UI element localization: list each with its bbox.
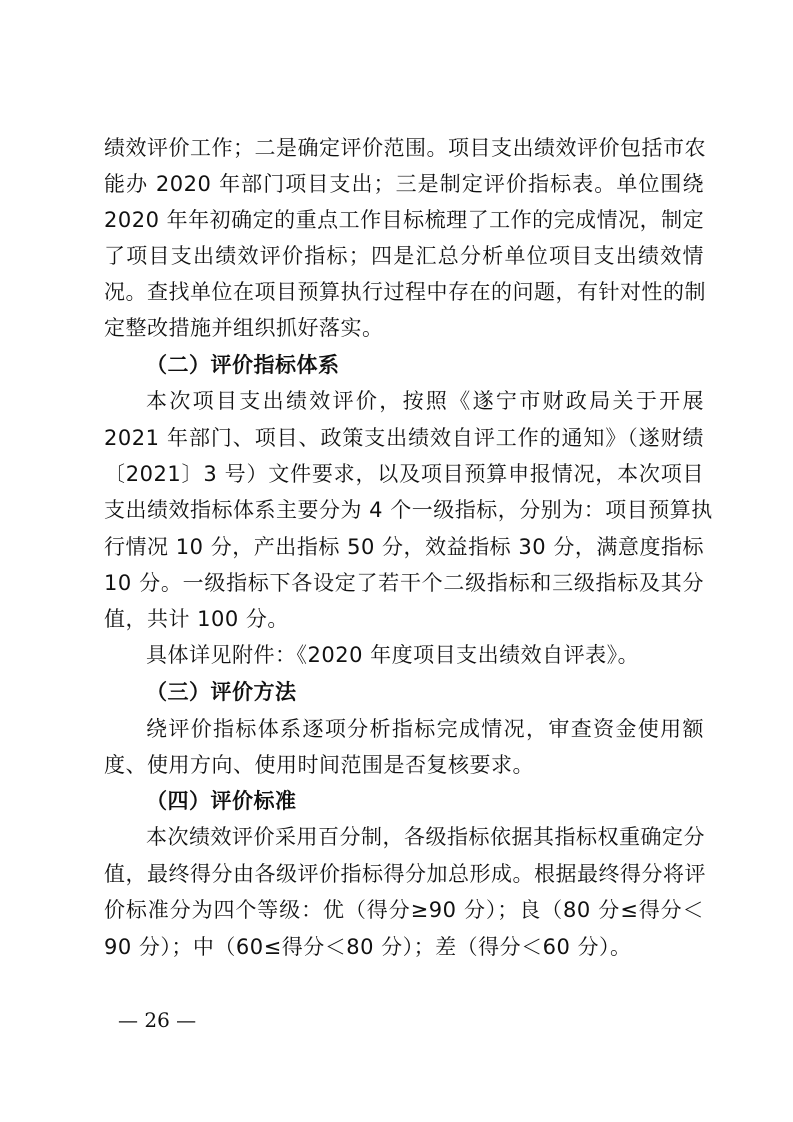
- body-line: 支出绩效指标体系主要分为 4 个一级指标，分别为：项目预算执: [104, 498, 713, 522]
- page-number: — 26 —: [118, 1008, 197, 1032]
- body-line: 况。查找单位在项目预算执行过程中存在的问题，有针对性的制: [104, 280, 706, 304]
- body-line: 价标准分为四个等级：优（得分≥90 分）；良（80 分≤得分＜: [104, 898, 704, 922]
- section-heading: （三）评价方法: [146, 680, 297, 704]
- body-line: 本次绩效评价采用百分制，各级指标依据其指标权重确定分: [146, 825, 705, 849]
- body-line: 绕评价指标体系逐项分析指标完成情况，审查资金使用额: [146, 717, 704, 741]
- body-line: 本次项目支出绩效评价，按照《遂宁市财政局关于开展: [146, 389, 704, 413]
- body-line: 定整改措施并组织抓好落实。: [104, 316, 384, 340]
- body-line: 度、使用方向、使用时间范围是否复核要求。: [104, 753, 534, 777]
- body-line: 2020 年年初确定的重点工作目标梳理了工作的完成情况，制定: [104, 208, 705, 232]
- body-line: 绩效评价工作；二是确定评价范围。项目支出绩效评价包括市农: [104, 136, 706, 160]
- body-line: 〔2021〕3 号）文件要求，以及项目预算申报情况，本次项目: [104, 462, 704, 486]
- body-line: 具体详见附件：《2020 年度项目支出绩效自评表》。: [146, 643, 640, 667]
- body-line: 值，最终得分由各级评价指标得分加总形成。根据最终得分将评: [104, 862, 706, 886]
- body-line: 了项目支出绩效评价指标；四是汇总分析单位项目支出绩效情: [104, 244, 704, 268]
- section-heading: （四）评价标准: [146, 789, 297, 813]
- body-line: 行情况 10 分，产出指标 50 分，效益指标 30 分，满意度指标: [104, 535, 704, 559]
- body-line: 90 分）；中（60≤得分＜80 分）；差（得分＜60 分）。: [104, 935, 632, 959]
- body-line: 2021 年部门、项目、政策支出绩效自评工作的通知》（遂财绩: [104, 426, 704, 450]
- section-heading: （二）评价指标体系: [146, 353, 340, 377]
- body-line: 能办 2020 年部门项目支出；三是制定评价指标表。单位围绕: [104, 172, 704, 196]
- body-line: 10 分。一级指标下各设定了若干个二级指标和三级指标及其分: [104, 571, 704, 595]
- body-line: 值，共计 100 分。: [104, 607, 289, 631]
